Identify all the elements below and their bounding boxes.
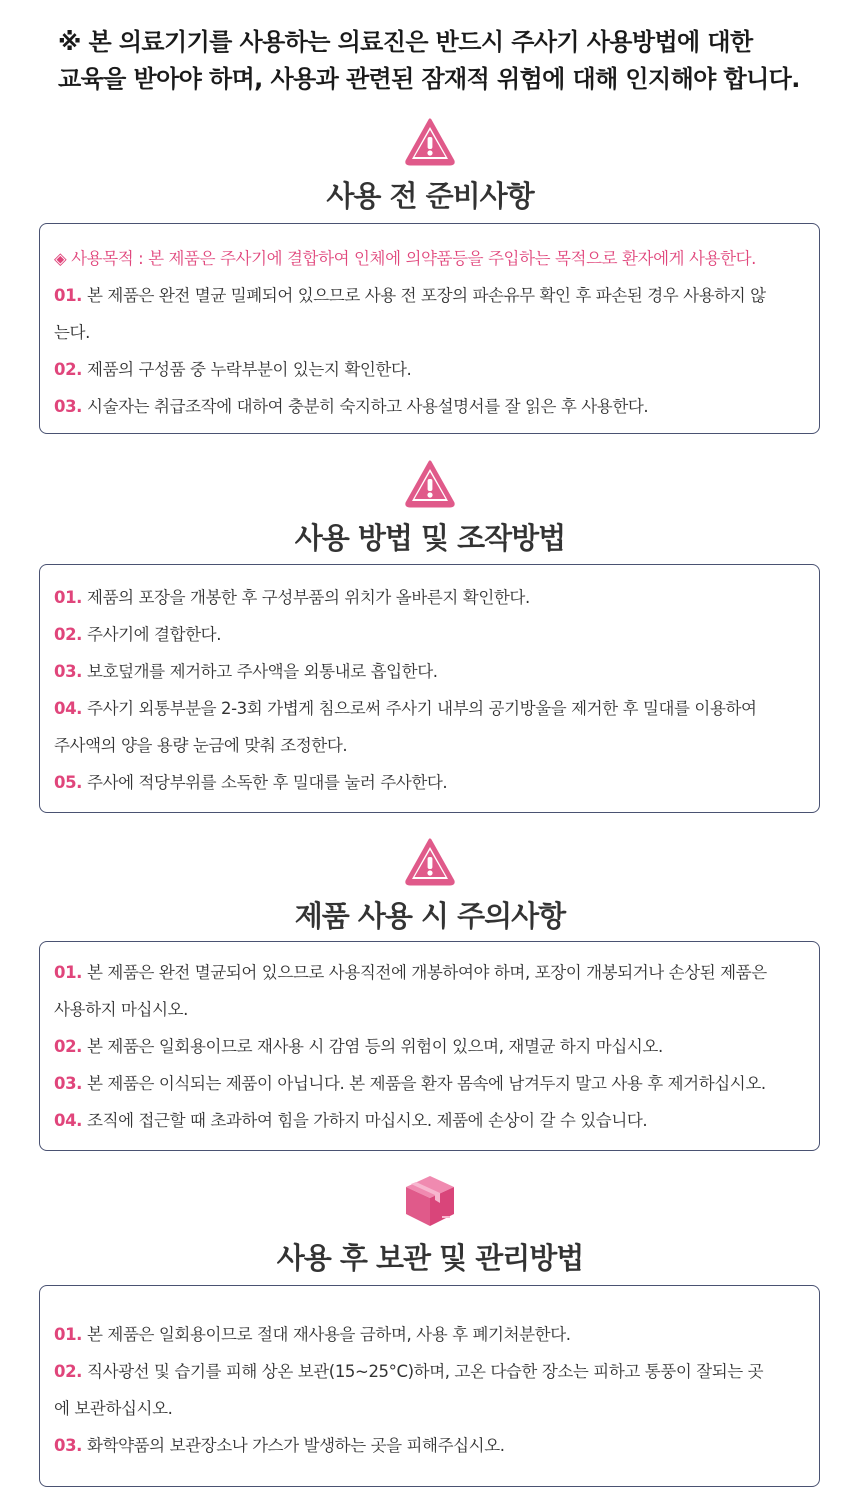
section-title-preparation: 사용 전 준비사항 (326, 179, 534, 213)
item-text: 직사광선 및 습기를 피해 상온 보관(15~25°C)하며, 고온 다습한 장소는 피하고 통풍이 잘되는 곳 (87, 1362, 764, 1381)
warning-icon (404, 836, 456, 888)
warning-icon (404, 458, 456, 510)
item-text: 주사기에 결합한다. (87, 625, 222, 644)
list-item (54, 1316, 805, 1353)
list-item (54, 616, 805, 653)
list-item (54, 1102, 805, 1139)
item-text: 주사에 적당부위를 소독한 후 밀대를 눌러 주사한다. (87, 773, 448, 792)
list-item (54, 764, 805, 801)
item-text: 제품의 포장을 개봉한 후 구성부품의 위치가 올바른지 확인한다. (87, 588, 530, 607)
item-number: 02. (54, 1362, 83, 1381)
item-number: 04. (54, 1111, 83, 1130)
item-number: 03. (54, 397, 83, 416)
item-number: 01. (54, 588, 83, 607)
notice-line: ※ 본 의료기기를 사용하는 의료진은 반드시 주사기 사용방법에 대한 (58, 28, 753, 56)
list-item (54, 653, 805, 690)
notice-line: 교육을 받아야 하며, 사용과 관련된 잠재적 위험에 대해 인지해야 합니다. (58, 65, 800, 93)
section-title-storage: 사용 후 보관 및 관리방법 (276, 1241, 584, 1275)
warning-icon (404, 116, 456, 168)
list-item (54, 1065, 805, 1102)
item-number: 05. (54, 773, 83, 792)
list-item (54, 1427, 805, 1464)
item-text: 본 제품은 완전 멸균되어 있으므로 사용직전에 개봉하여야 하며, 포장이 개봉되거나 손상된 제품은 (87, 963, 767, 982)
item-text: 본 제품은 일회용이므로 절대 재사용을 금하며, 사용 후 폐기처분한다. (87, 1325, 571, 1344)
list-item (54, 1353, 805, 1390)
list-item (54, 388, 805, 425)
list-item-continuation: 주사액의 양을 용량 눈금에 맞춰 조정한다. (54, 736, 348, 755)
list-item (54, 579, 805, 616)
item-text: 시술자는 취급조작에 대하여 충분히 숙지하고 사용설명서를 잘 읽은 후 사용한다. (87, 397, 649, 416)
item-number: 02. (54, 625, 83, 644)
item-number: 01. (54, 286, 83, 305)
item-text: 주사기 외통부분을 2-3회 가볍게 침으로써 주사기 내부의 공기방울을 제거한 후 밀대를 이용하여 (87, 699, 757, 718)
section-box-usage (39, 564, 820, 813)
section-title-precautions: 제품 사용 시 주의사항 (294, 899, 566, 933)
list-item-continuation: 는다. (54, 323, 90, 342)
item-text: 본 제품은 이식되는 제품이 아닙니다. 본 제품을 환자 몸속에 남겨두지 말고 사용 후 제거하십시오. (87, 1074, 766, 1093)
item-number: 03. (54, 1436, 83, 1455)
item-number: 03. (54, 1074, 83, 1093)
box-icon (402, 1172, 458, 1228)
section-box-precautions (39, 941, 820, 1151)
list-item-continuation: 에 보관하십시오. (54, 1399, 173, 1418)
section-box-storage (39, 1285, 820, 1487)
list-item (54, 690, 805, 727)
item-number: 04. (54, 699, 83, 718)
item-text: 조직에 접근할 때 초과하여 힘을 가하지 마십시오. 제품에 손상이 갈 수 있습니다. (87, 1111, 648, 1130)
item-number: 03. (54, 662, 83, 681)
item-text: 보호덮개를 제거하고 주사액을 외통내로 흡입한다. (87, 662, 438, 681)
item-text: 본 제품은 완전 멸균 밀폐되어 있으므로 사용 전 포장의 파손유무 확인 후 파손된 경우 사용하지 않 (87, 286, 766, 305)
item-number: 02. (54, 360, 83, 379)
item-number: 01. (54, 1325, 83, 1344)
section-box-preparation (39, 223, 820, 434)
notice-banner (58, 24, 818, 98)
item-text: 본 제품은 일회용이므로 재사용 시 감염 등의 위험이 있으며, 재멸균 하지 마십시오. (87, 1037, 663, 1056)
item-number: 01. (54, 963, 83, 982)
item-number: 02. (54, 1037, 83, 1056)
list-item (54, 277, 805, 314)
list-item (54, 954, 805, 991)
section-title-usage: 사용 방법 및 조작방법 (294, 521, 566, 555)
list-item (54, 351, 805, 388)
item-text: 화학약품의 보관장소나 가스가 발생하는 곳을 피해주십시오. (87, 1436, 505, 1455)
item-text: 제품의 구성품 중 누락부분이 있는지 확인한다. (87, 360, 412, 379)
list-item (54, 1028, 805, 1065)
list-item-continuation: 사용하지 마십시오. (54, 1000, 189, 1019)
purpose-statement: ◈ 사용목적 : 본 제품은 주사기에 결합하여 인체에 의약품등을 주입하는 목적으로 환자에게 사용한다. (54, 249, 756, 268)
